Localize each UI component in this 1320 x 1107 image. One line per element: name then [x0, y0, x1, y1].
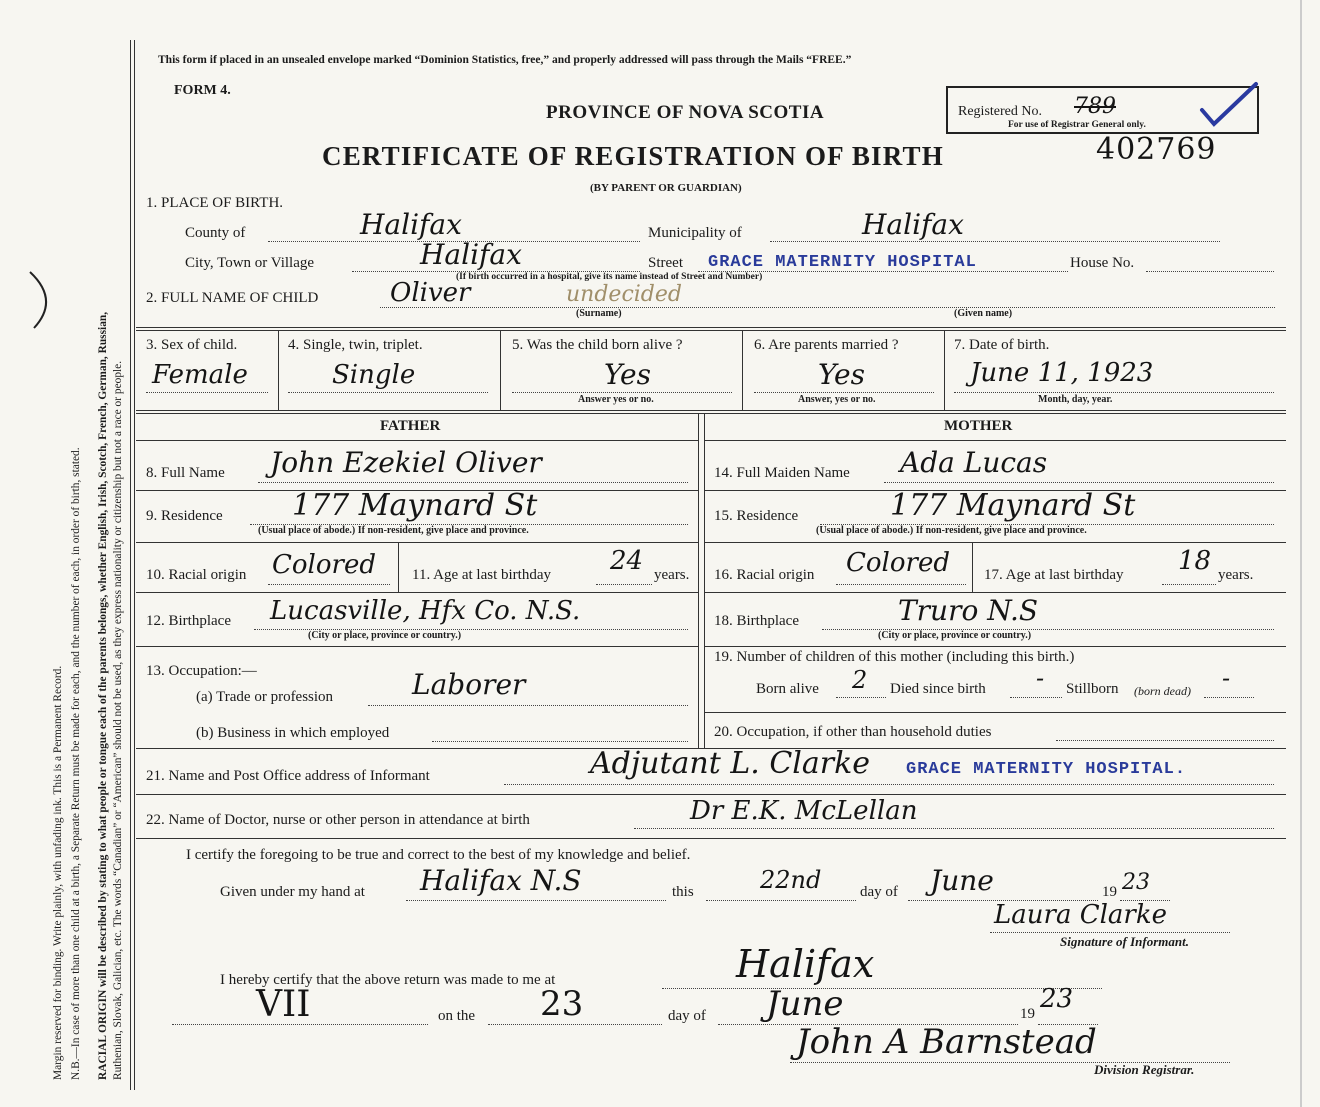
mother-residence-label: 15. Residence [714, 508, 799, 524]
registrar-caption: Division Registrar. [1094, 1062, 1195, 1077]
given-day-of-label: day of [860, 884, 898, 900]
father-age-label: 11. Age at last birthday [412, 567, 551, 583]
father-birthplace-value: Lucasville, Hfx Co. N.S. [270, 596, 581, 626]
born-alive-count-label: Born alive [756, 681, 819, 697]
doctor-label: 22. Name of Doctor, nurse or other person in attendance at birth [146, 812, 530, 828]
municipality-label: Municipality of [648, 225, 742, 241]
doctor-value: Dr E.K. McLellan [690, 796, 918, 826]
mother-birthplace-value: Truro N.S [898, 594, 1039, 627]
row3-top-line [136, 327, 1286, 328]
margin-note-racial-origin-2: Ruthenian, Slovak, Galician, etc. The words “Canadian” or “American” should not be used, as they express nationality or citizenship but not a race or people. [112, 360, 124, 1080]
given-under-label: Given under my hand at [220, 884, 365, 900]
mother-residence-value: 177 Maynard St [890, 488, 1136, 523]
margin-note-racial-origin-1: RACIAL ORIGIN will be described by stating to what people or tongue each of the parents belongs, whether English, Irish, Scotch, French, German, Russian, [97, 311, 109, 1080]
city-label: City, Town or Village [185, 255, 315, 271]
mother-name-label: 14. Full Maiden Name [714, 465, 850, 481]
registrar-year-value: 23 [1040, 984, 1074, 1014]
registrar-day-of-label: day of [668, 1008, 706, 1024]
informant-value: Adjutant L. Clarke [590, 746, 871, 781]
margin-note-multiple-births: N.B.—In case of more than one child at a birth, a Separate Return must be made for each, and the number of each, in order of birth, stated. [70, 447, 82, 1080]
mother-occupation-label: 20. Occupation, if other than household duties [714, 724, 992, 740]
sex-value: Female [152, 360, 248, 390]
date-of-birth-caption: Month, day, year. [1038, 394, 1113, 405]
municipality-value: Halifax [862, 208, 964, 241]
father-residence-label: 9. Residence [146, 508, 223, 524]
mother-birthplace-label: 18. Birthplace [714, 613, 799, 629]
binding-hole-icon [20, 260, 60, 340]
father-age-value: 24 [610, 546, 644, 576]
given-year-prefix: 19 [1102, 884, 1117, 900]
father-residence-caption: (Usual place of abode.) If non-resident, give place and province. [258, 525, 529, 536]
mother-children-label: 19. Number of children of this mother (including this birth.) [714, 649, 1075, 665]
certificate-subtitle: (BY PARENT OR GUARDIAN) [590, 182, 742, 194]
binding-line-outer [130, 40, 131, 1090]
county-label: County of [185, 225, 246, 241]
died-since-birth-label: Died since birth [890, 681, 986, 697]
mother-birthplace-caption: (City or place, province or country.) [878, 630, 1032, 641]
given-year-value: 23 [1122, 870, 1150, 895]
father-age-unit: years. [654, 567, 690, 583]
registered-value: 789 [1074, 94, 1116, 119]
registrar-signature: John A Barnstead [796, 1022, 1097, 1062]
registrar-day-value: 23 [540, 984, 584, 1024]
given-month-value: June [930, 864, 994, 897]
stillborn-value: - [1222, 664, 1231, 692]
given-day-value: 22nd [760, 866, 822, 894]
surname-caption: (Surname) [576, 308, 622, 319]
father-residence-value: 177 Maynard St [292, 488, 538, 523]
certificate-number: 402769 [1096, 132, 1217, 167]
informant-address: GRACE MATERNITY HOSPITAL. [906, 760, 1187, 779]
parents-top-line [136, 410, 1286, 411]
certify-statement: I certify the foregoing to be true and correct to the best of my knowledge and belief. [186, 847, 691, 863]
child-name-label: 2. FULL NAME OF CHILD [146, 290, 319, 306]
mail-notice: This form if placed in an unsealed envelope marked “Dominion Statistics, free,” and properly addressed will pass through the Mails “FREE.” [158, 54, 852, 66]
registrar-statement: I hereby certify that the above return was made to me at [220, 972, 556, 988]
father-trade-value: Laborer [412, 668, 526, 701]
certificate-title: CERTIFICATE OF REGISTRATION OF BIRTH [322, 141, 944, 171]
hospital-note: (If birth occurred in a hospital, give its name instead of Street and Number) [456, 272, 763, 282]
parents-married-value: Yes [818, 358, 865, 391]
sex-label: 3. Sex of child. [146, 337, 238, 353]
mother-heading: MOTHER [944, 418, 1013, 434]
street-label: Street [648, 255, 683, 271]
father-occupation-label: 13. Occupation:— [146, 663, 257, 679]
born-alive-label: 5. Was the child born alive ? [512, 337, 683, 353]
form-number: FORM 4. [174, 83, 231, 98]
registrar-initials: VII [256, 984, 311, 1025]
street-value: GRACE MATERNITY HOSPITAL [708, 253, 977, 272]
father-trade-label: (a) Trade or profession [196, 689, 334, 705]
informant-signature: Laura Clarke [994, 900, 1167, 930]
born-alive-value: Yes [604, 358, 651, 391]
registrar-place-value: Halifax [736, 942, 875, 986]
registered-box [946, 86, 1259, 134]
parents-divider-right [704, 413, 705, 748]
house-no-label: House No. [1070, 255, 1135, 271]
child-surname: Oliver [390, 278, 471, 308]
place-of-birth-label: 1. PLACE OF BIRTH. [146, 195, 284, 211]
province-heading: PROVINCE OF NOVA SCOTIA [546, 102, 825, 123]
mother-age-unit: years. [1218, 567, 1254, 583]
binding-line-inner [134, 40, 135, 1090]
mother-race-value: Colored [846, 548, 950, 578]
father-birthplace-caption: (City or place, province or country.) [308, 630, 462, 641]
margin-note-binding: Margin reserved for binding. Write plainly, with unfading ink. This is a Permanent Record. [52, 665, 64, 1080]
single-twin-value: Single [332, 360, 416, 390]
date-of-birth-label: 7. Date of birth. [954, 337, 1050, 353]
died-since-birth-value: - [1036, 664, 1045, 692]
given-name-caption: (Given name) [954, 308, 1013, 319]
father-business-label: (b) Business in which employed [196, 725, 390, 741]
registrar-month-value: June [766, 984, 844, 1024]
mother-name-value: Ada Lucas [900, 446, 1048, 479]
right-border [1300, 0, 1302, 1107]
informant-signature-caption: Signature of Informant. [1060, 934, 1189, 949]
parents-divider-left [698, 413, 699, 748]
mother-race-label: 16. Racial origin [714, 567, 815, 583]
stillborn-label: Stillborn [1066, 681, 1119, 697]
father-name-label: 8. Full Name [146, 465, 225, 481]
father-race-value: Colored [272, 550, 376, 580]
mother-age-value: 18 [1178, 546, 1212, 576]
father-race-label: 10. Racial origin [146, 567, 247, 583]
informant-label: 21. Name and Post Office address of Informant [146, 768, 430, 784]
mother-age-label: 17. Age at last birthday [984, 567, 1124, 583]
child-given-name: undecided [566, 282, 682, 307]
stillborn-note: (born dead) [1134, 684, 1191, 698]
parents-married-label: 6. Are parents married ? [754, 337, 899, 353]
parents-married-caption: Answer, yes or no. [798, 394, 876, 405]
born-alive-count-value: 2 [852, 666, 868, 694]
father-heading: FATHER [380, 418, 441, 434]
father-birthplace-label: 12. Birthplace [146, 613, 231, 629]
date-of-birth-value: June 11, 1923 [970, 358, 1154, 388]
born-alive-caption: Answer yes or no. [578, 394, 654, 405]
checkmark-icon [1196, 80, 1266, 130]
registrar-use-note: For use of Registrar General only. [1008, 120, 1146, 130]
registrar-year-prefix: 19 [1020, 1006, 1035, 1022]
registrar-on-label: on the [438, 1008, 476, 1024]
mother-residence-caption: (Usual place of abode.) If non-resident, give place and province. [816, 525, 1087, 536]
county-value: Halifax [360, 208, 462, 241]
father-name-value: John Ezekiel Oliver [270, 446, 542, 479]
given-place-value: Halifax N.S [420, 864, 582, 897]
city-value: Halifax [420, 238, 522, 271]
given-this-label: this [672, 884, 694, 900]
single-twin-label: 4. Single, twin, triplet. [288, 337, 423, 353]
registered-label: Registered No. [958, 104, 1042, 119]
